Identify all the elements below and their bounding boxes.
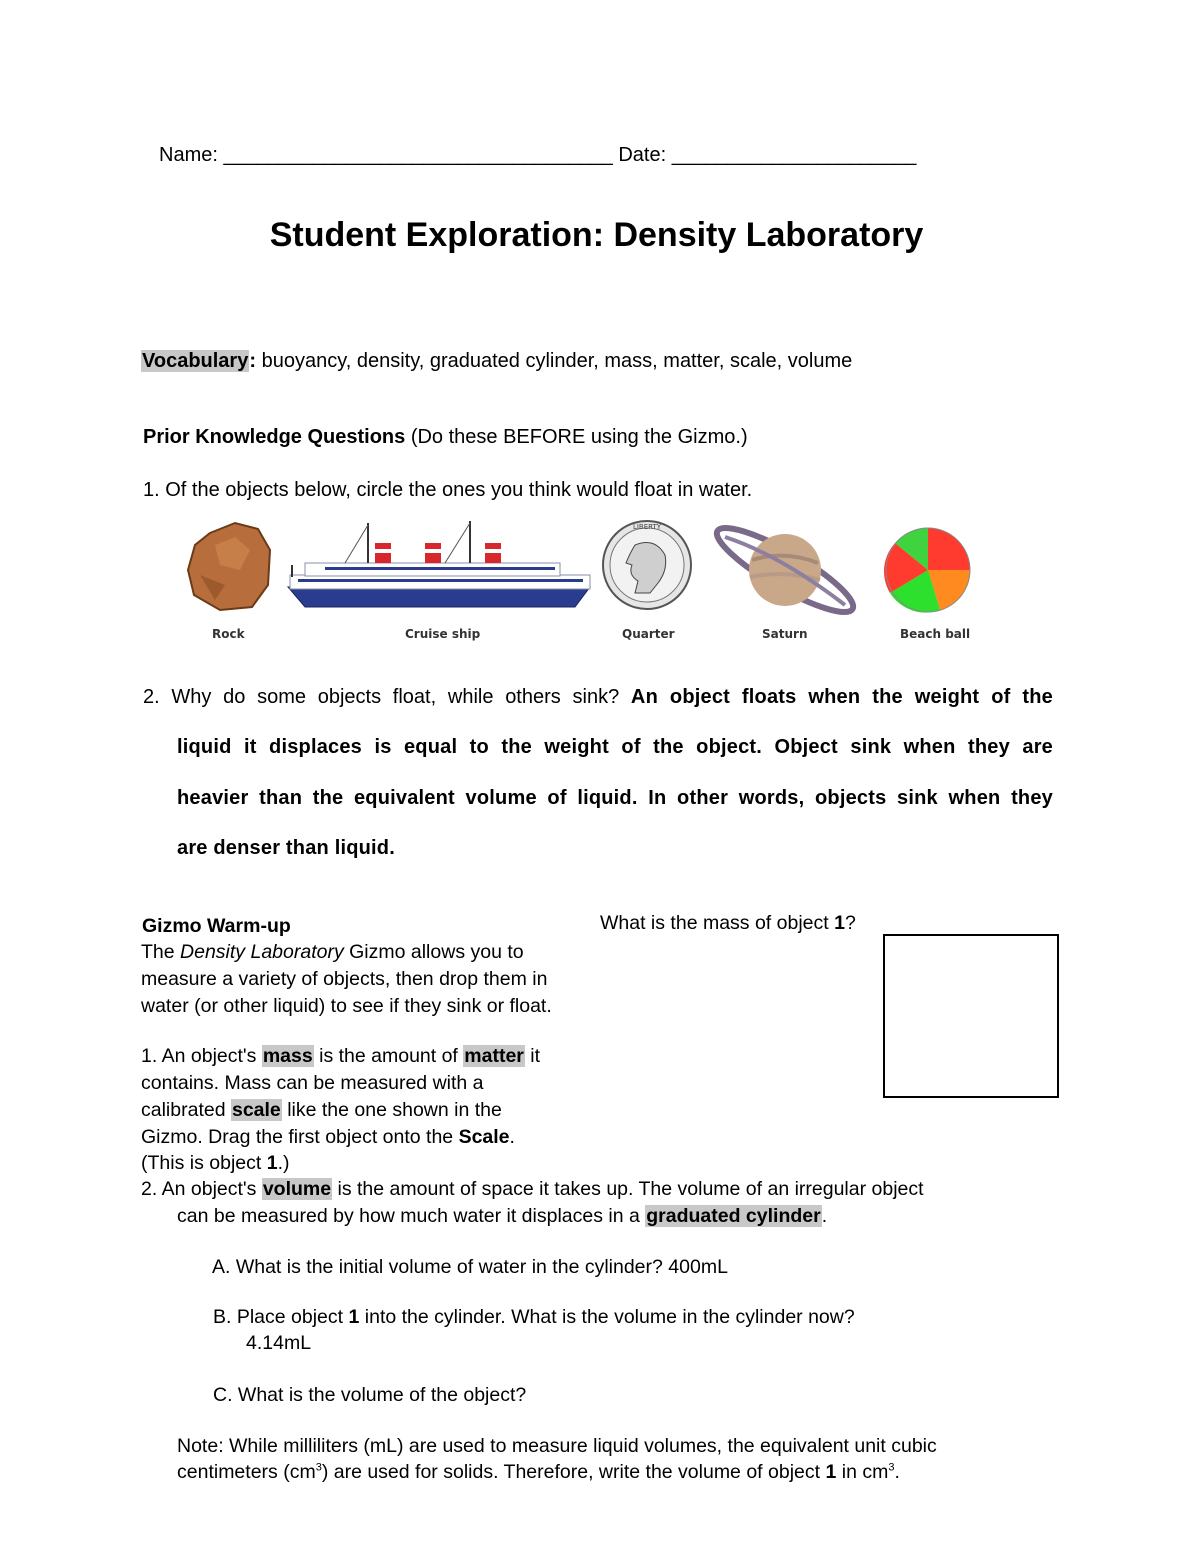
mass-question-num: 1 [834,912,845,934]
warmup-intro-2: measure a variety of objects, then drop them in [141,968,548,990]
beach-ball-image [884,528,970,613]
item1-line3-pre: calibrated [141,1099,231,1121]
name-blank: ___________________________________ [223,144,613,166]
item1-line4-pre: Gizmo. Drag the first object onto the [141,1126,459,1148]
name-label: Name: [159,144,218,166]
question-2-answer-2: liquid it displaces is equal to the weight of the object. Object sink when they are [177,736,1053,758]
warmup-intro-1 [141,939,524,966]
item2-p1: 2. An object's [141,1178,262,1200]
saturn-image [708,515,861,624]
item2-line2-post: . [821,1205,828,1227]
prior-knowledge-note: (Do these BEFORE using the Gizmo.) [410,426,748,448]
item2-line2-pre: can be measured by how much water it displaces in a [177,1205,646,1227]
question-b-post: into the cylinder. What is the volume in the cylinder now? [359,1306,855,1328]
scale-term: scale [231,1099,281,1121]
matter-term: matter [464,1045,524,1067]
volume-term: volume [262,1178,332,1200]
rock-caption: Rock [212,627,245,641]
note-line-1: Note: While milliliters (mL) are used to measure liquid volumes, the equivalent unit cubic [177,1435,937,1457]
cruise-ship-image [288,521,590,607]
date-blank: ______________________ [671,144,917,166]
note-line-2 [177,1459,900,1486]
item1-line5-num: 1 [266,1152,278,1174]
mass-term: mass [262,1045,313,1067]
note-line2-pre: centimeters (cm [177,1461,316,1483]
item1-line4-post: . [509,1126,515,1148]
question-1: 1. Of the objects below, circle the ones you think would float in water. [143,479,753,501]
quarter-caption: Quarter [622,627,675,641]
cruise-ship-caption: Cruise ship [405,627,481,641]
page-title: Student Exploration: Density Laboratory [269,216,924,254]
warmup-item-2-line-2 [177,1203,827,1230]
vocabulary-colon: : [249,350,257,372]
question-2-prompt: 2. Why do some objects float, while others sink? [143,686,620,708]
name-date-line [159,142,916,168]
mass-question-pre: What is the mass of object [600,912,835,934]
prior-knowledge-heading-line [143,424,748,450]
question-b [213,1304,855,1331]
mass-question-post: ? [844,912,856,934]
question-c: C. What is the volume of the object? [213,1384,527,1406]
graduated-cylinder-term: graduated cylinder [646,1205,821,1227]
question-2-answer-1: An object floats when the weight of the [630,686,1053,708]
item1-p3: it [524,1045,541,1067]
mass-answer-box[interactable] [883,934,1059,1098]
question-b-pre: B. Place object [213,1306,349,1328]
prior-knowledge-heading: Prior Knowledge Questions [143,426,406,448]
objects-illustration [180,515,980,645]
warmup-intro-1-post: Gizmo allows you to [343,941,524,963]
mass-question [600,910,856,937]
vocabulary-terms: buoyancy, density, graduated cylinder, mass, matter, scale, volume [261,350,853,372]
warmup-item-1-line-1 [141,1043,540,1070]
item1-line5-pre: (This is object [141,1152,267,1174]
saturn-caption: Saturn [762,627,808,641]
warmup-item-1-line-3 [141,1097,502,1124]
question-b-num: 1 [348,1306,360,1328]
item2-p2: is the amount of space it takes up. The volume of an irregular object [332,1178,924,1200]
item1-line3-post: like the one shown in the [281,1099,502,1121]
warmup-item-1-line-5 [141,1150,289,1177]
warmup-intro-3: water (or other liquid) to see if they sink or float. [141,995,552,1017]
warmup-intro-1-italic: Density Laboratory [180,941,344,963]
question-b-answer: 4.14mL [246,1332,312,1354]
note-sup: 3 [315,1461,322,1474]
question-a: A. What is the initial volume of water in the cylinder? 400mL [212,1256,728,1278]
note-sup2: 3 [888,1461,895,1474]
note-line2-mid: ) are used for solids. Therefore, write the volume of object [321,1461,826,1483]
scale-bold: Scale [458,1126,510,1148]
note-num: 1 [825,1461,837,1483]
question-2-answer-4: are denser than liquid. [177,837,395,859]
warmup-intro-1-pre: The [141,941,181,963]
quarter-image [603,521,691,609]
note-line2-post: in cm [836,1461,889,1483]
warmup-item-1-line-4 [141,1124,515,1151]
warmup-item-2-line-1 [141,1176,924,1203]
warmup-item-1-line-2: contains. Mass can be measured with a [141,1072,484,1094]
question-2-line-1 [143,684,1053,710]
item1-p1: 1. An object's [141,1045,262,1067]
vocabulary-line [141,348,852,374]
item1-p2: is the amount of [313,1045,464,1067]
warmup-heading: Gizmo Warm-up [142,915,291,937]
date-label: Date: [618,144,667,166]
beach-ball-caption: Beach ball [900,627,971,641]
item1-line5-post: .) [277,1152,290,1174]
question-2-answer-3: heavier than the equivalent volume of liquid. In other words, objects sink when they [177,787,1053,809]
note-end: . [894,1461,900,1483]
rock-image [188,523,270,610]
vocabulary-label: Vocabulary [142,350,249,372]
quarter-text: LIBERTY [632,523,662,531]
